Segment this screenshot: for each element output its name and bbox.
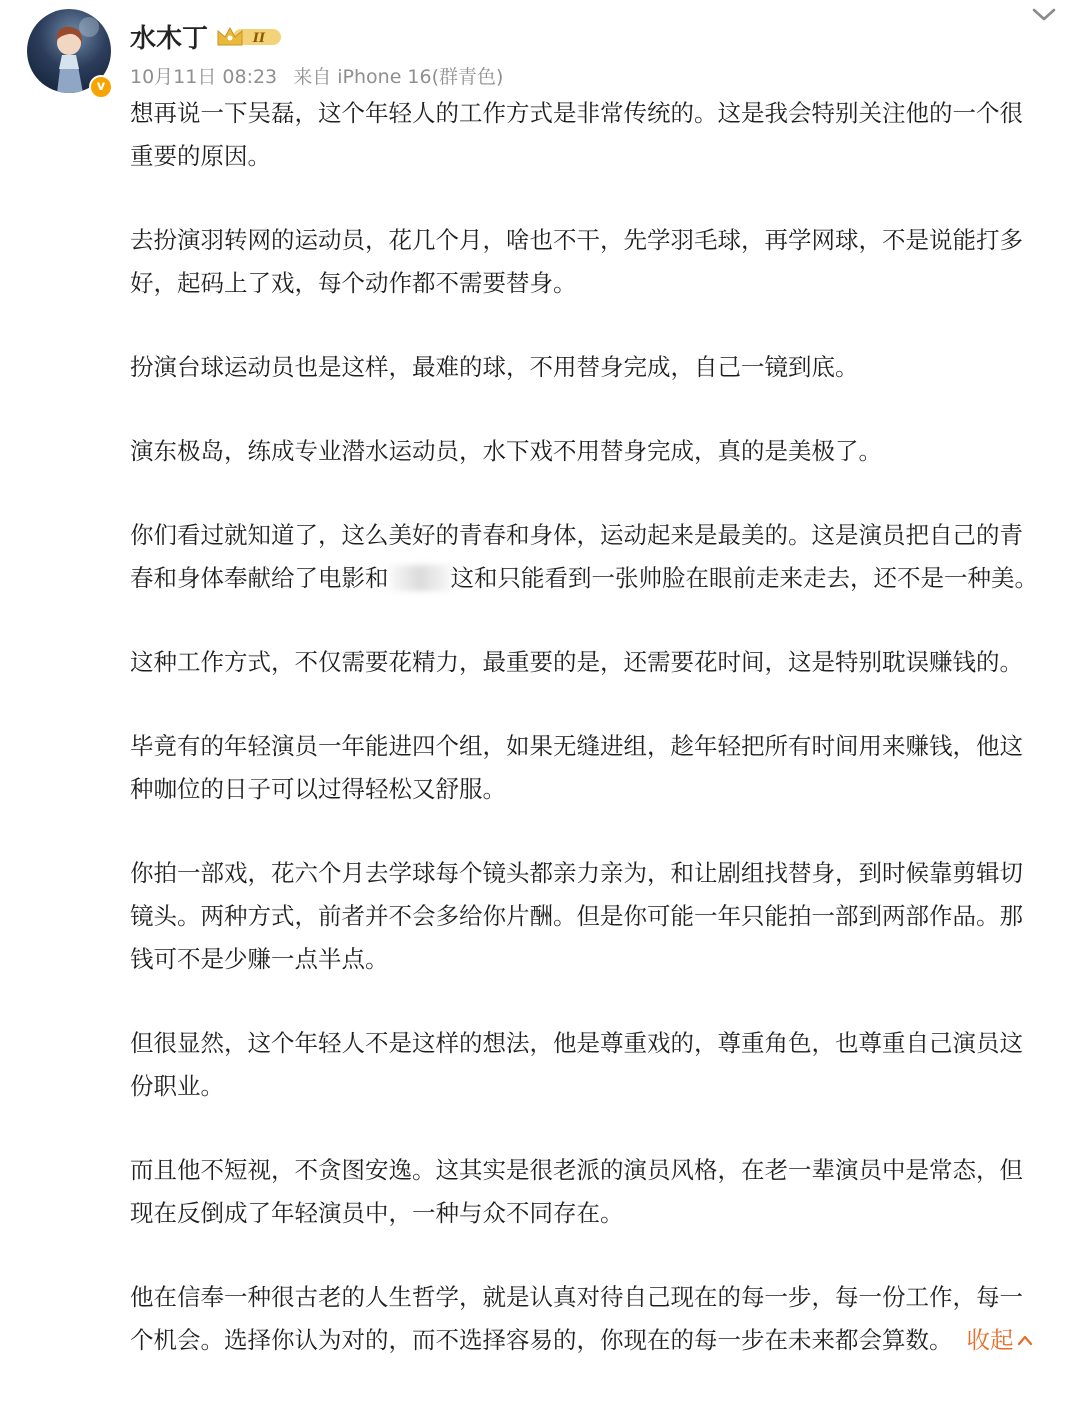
post-paragraph — [130, 514, 1045, 600]
post-paragraph: 扮演台球运动员也是这样，最难的球，不用替身完成，自己一镜到底。 — [130, 353, 859, 381]
post-date: 10月11日 08:23 — [130, 66, 278, 88]
collapse-button[interactable] — [967, 1326, 1034, 1354]
post-paragraph: 而且他不短视，不贪图安逸。这其实是很老派的演员风格，在老一辈演员中是常态，但现在反倒成了年轻演员中，一种与众不同存在。 — [130, 1156, 1023, 1227]
chevron-down-icon — [1030, 2, 1058, 26]
paragraph-text-before: 你们看过就知道了，这么美好的青春和身体，运动起来是最美的。这是演员把自己的青春和身体奉献给了电影和 — [130, 521, 1023, 592]
paragraph-text: 他在信奉一种很古老的人生哲学，就是认真对待自己现在的每一步，每一份工作，每一个机会。选择你认为对的，而不选择容易的，你现在的每一步在未来都会算数。 — [130, 1283, 1023, 1354]
post-meta — [130, 64, 513, 90]
post-paragraph: 但很显然，这个年轻人不是这样的想法，他是尊重戏的，尊重角色，也尊重自己演员这份职业。 — [130, 1029, 1023, 1100]
paragraph-text-after: 这和只能看到一张帅脸在眼前走来走去，还不是一种美。 — [450, 564, 1038, 592]
post-paragraph: 你拍一部戏，花六个月去学球每个镜头都亲力亲为，和让剧组找替身，到时候靠剪辑切镜头。两种方式，前者并不会多给你片酬。但是你可能一年只能拍一部到两部作品。那钱可不是少赚一点半点。 — [130, 859, 1023, 973]
vip-badge[interactable] — [215, 25, 283, 49]
post-paragraph: 想再说一下吴磊，这个年轻人的工作方式是非常传统的。这是我会特别关注他的一个很重要的原因。 — [130, 99, 1023, 170]
post-paragraph: 这种工作方式，不仅需要花精力，最重要的是，还需要花时间，这是特别耽误赚钱的。 — [130, 648, 1023, 676]
more-menu-button[interactable] — [1030, 2, 1058, 26]
post-content — [130, 92, 1045, 1362]
vip-level: II — [252, 31, 266, 46]
post-paragraph: 演东极岛，练成专业潜水运动员，水下戏不用替身完成，真的是美极了。 — [130, 437, 882, 465]
post-paragraph: 毕竟有的年轻演员一年能进四个组，如果无缝进组，趁年轻把所有时间用来赚钱，他这种咖位的日子可以过得轻松又舒服。 — [130, 732, 1023, 803]
collapse-label: 收起 — [966, 1326, 1014, 1354]
author-name[interactable]: 水木丁 — [130, 24, 209, 54]
crown-icon — [215, 25, 283, 49]
chevron-up-icon — [1016, 1334, 1034, 1346]
post-paragraph: 去扮演羽转网的运动员，花几个月，啥也不干，先学羽毛球，再学网球，不是说能打多好，起码上了戏，每个动作都不需要替身。 — [130, 226, 1023, 297]
post-paragraph-last — [130, 1276, 1045, 1362]
post-source: 来自 iPhone 16(群青色) — [293, 66, 504, 88]
blurred-text — [389, 565, 451, 591]
verified-badge-icon: v — [89, 75, 113, 99]
